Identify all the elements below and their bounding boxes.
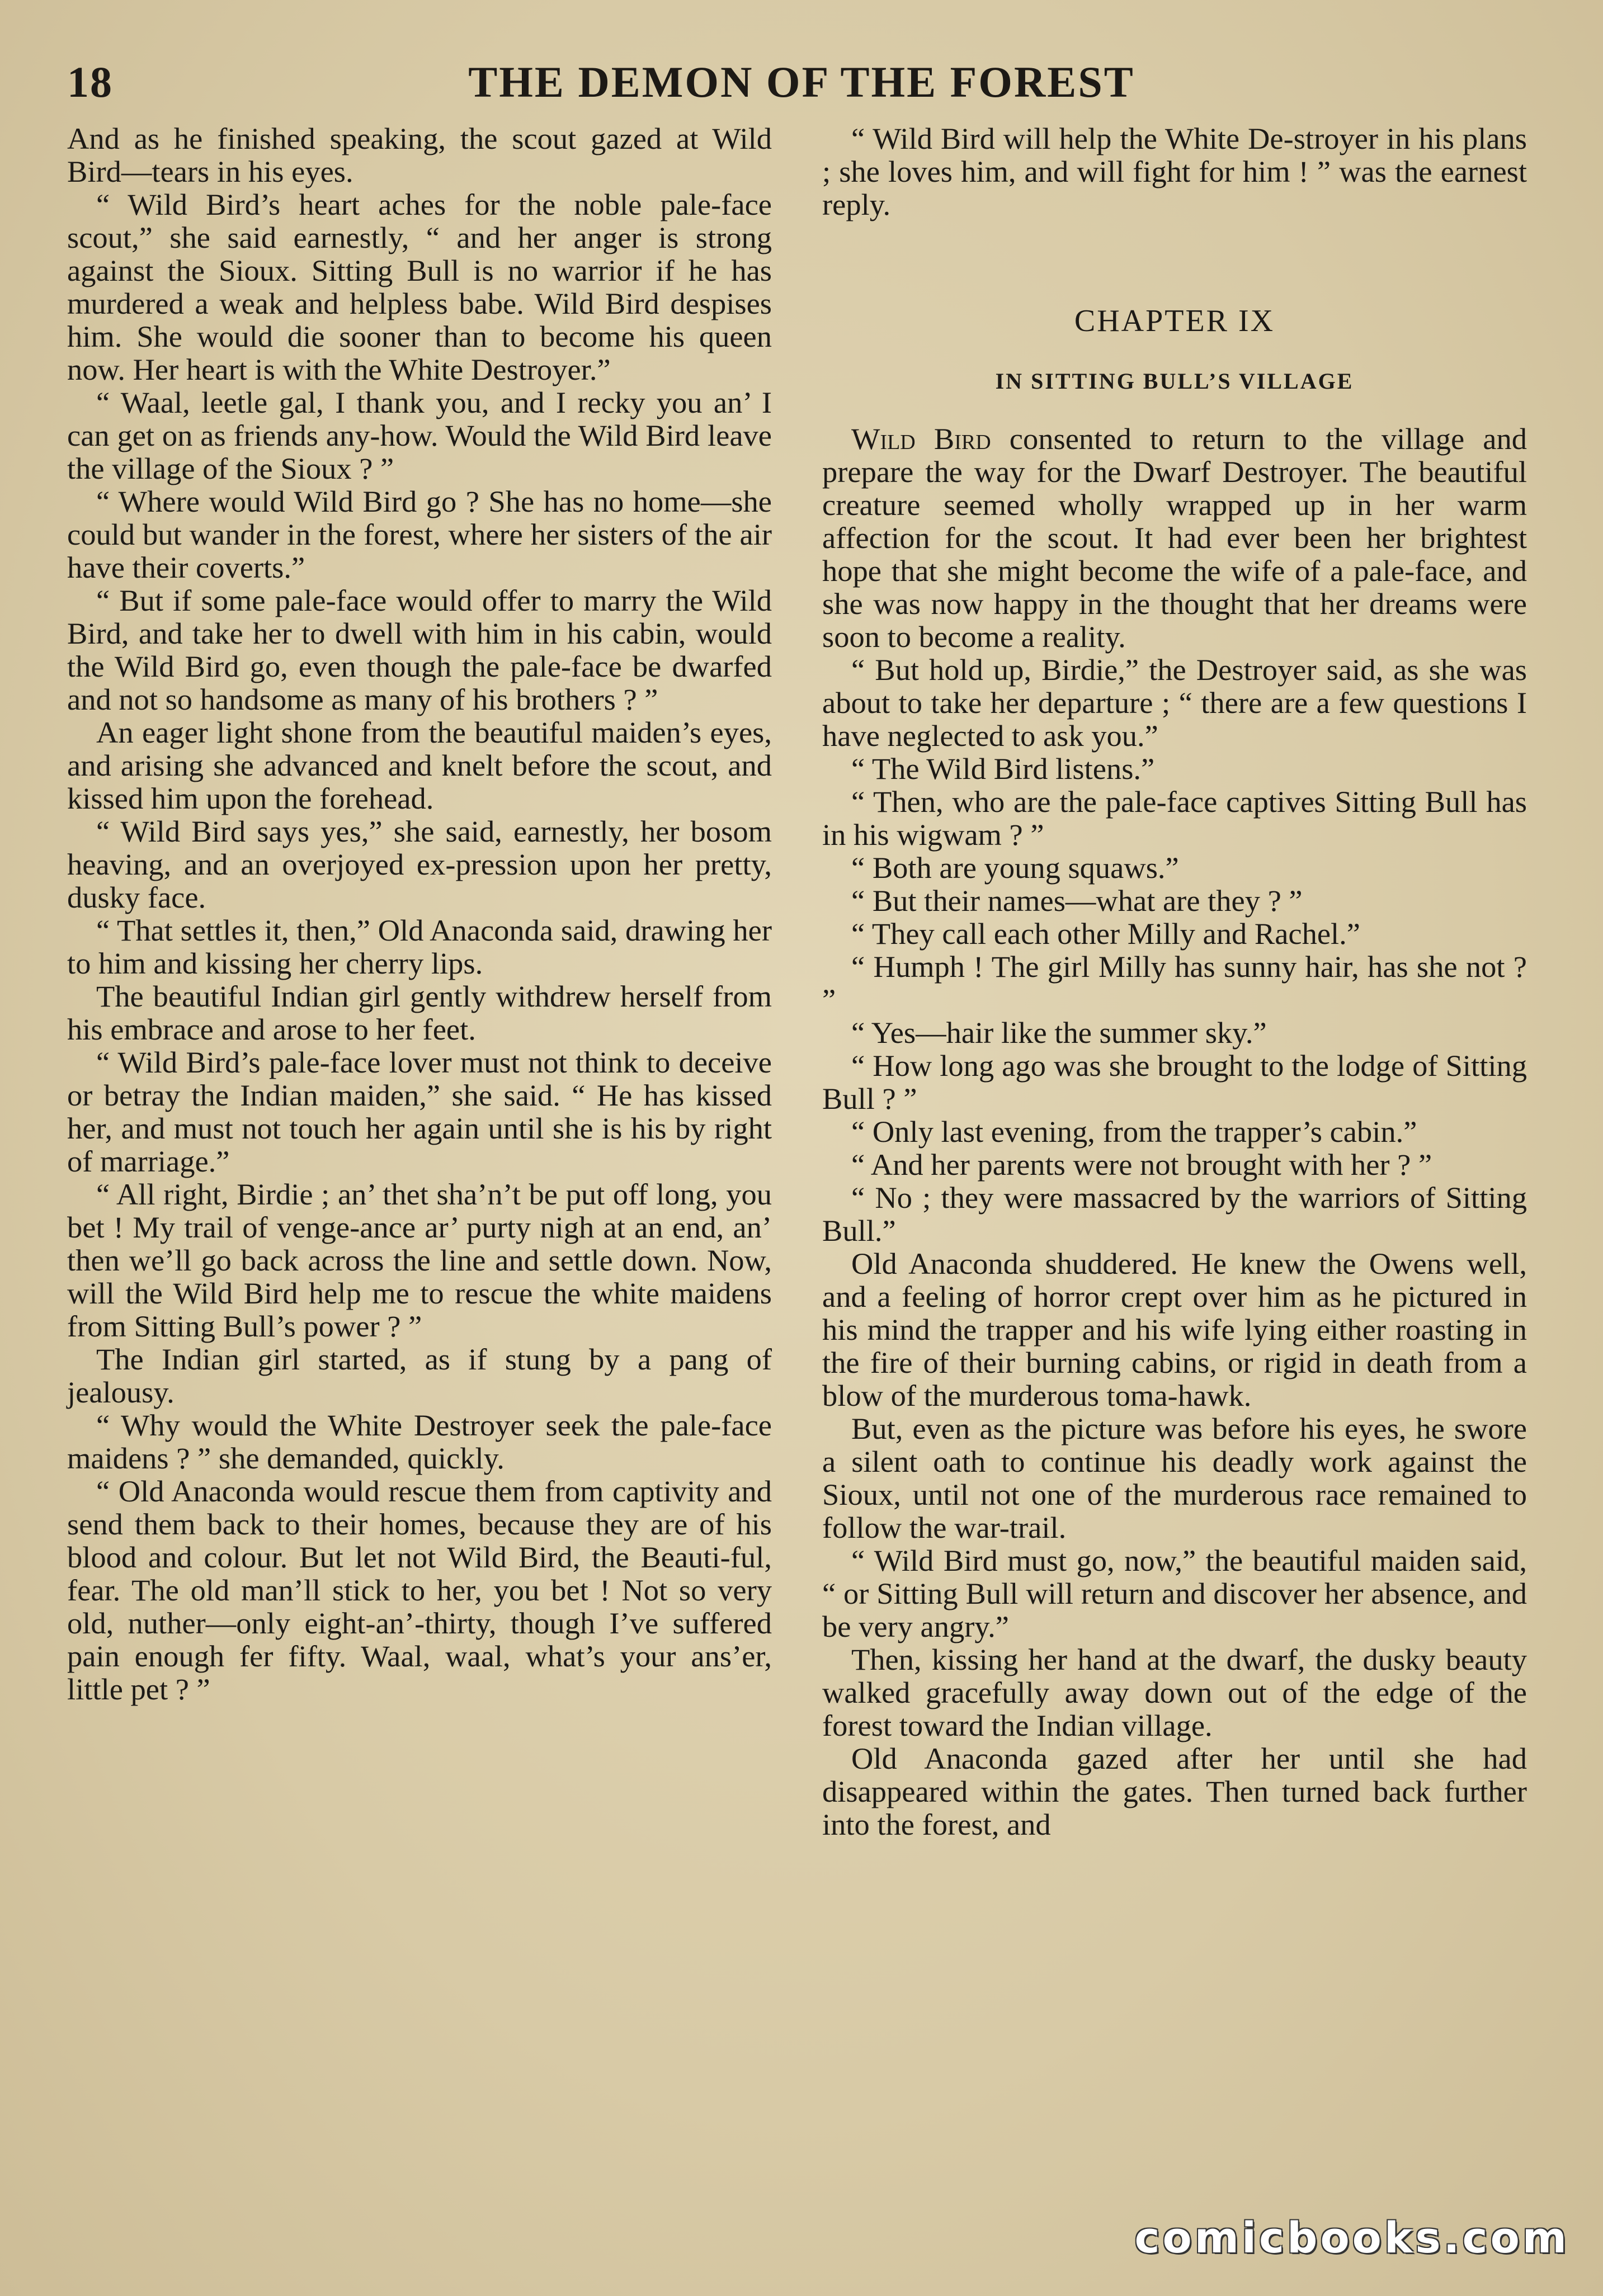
paragraph: But, even as the picture was before his eyes, he swore a silent oath to continue his deadly work against the Sioux, until not one of the murderous race remained to follow the war-trail. bbox=[822, 1411, 1527, 1544]
paragraph: Old Anaconda shuddered. He knew the Owens well, and a feeling of horror crept over him as he pictured in his mind the trapper and his wife lying either roasting in the fire of their burning cabins, or rigid in death from a blow of the murderous toma-hawk. bbox=[822, 1246, 1527, 1412]
paragraph: Old Anaconda gazed after her until she had disappeared within the gates. Then turned back further into the forest, and bbox=[822, 1741, 1527, 1841]
paragraph: “ Old Anaconda would rescue them from captivity and send them back to their homes, because they are of his blood and colour. But let not Wild Bird, the Beauti-ful, fear. The old man’ll stick to her, you bet ! Not so very old, nuther—only eight-an’-thirty, though I’ve suffered pain enough fer fifty. Waal, waal, what’s your ans’er, little pet ? ” bbox=[67, 1474, 772, 1706]
paragraph: “ Where would Wild Bird go ? She has no home—she could but wander in the forest, where her sisters of the air have their coverts.” bbox=[67, 484, 772, 584]
paragraph: Then, kissing her hand at the dwarf, the dusky beauty walked gracefully away down out of the edge of the forest toward the Indian village. bbox=[822, 1642, 1527, 1742]
paragraph: “ Waal, leetle gal, I thank you, and I recky you an’ I can get on as friends any-how. Would the Wild Bird leave the village of the Sioux ? ” bbox=[67, 385, 772, 485]
paragraph: “ Both are young squaws.” bbox=[851, 851, 1179, 885]
paragraph: “ How long ago was she brought to the lodge of Sitting Bull ? ” bbox=[822, 1048, 1527, 1116]
watermark: comicbooks.com bbox=[1134, 2213, 1569, 2262]
paragraph: “ All right, Birdie ; an’ thet sha’n’t be put off long, you bet ! My trail of venge-ance ar’ purty nigh at an end, an’ then we’ll go back across the line and settle down. Now, will the Wild Bird help me to rescue the white maidens from Sitting Bull’s power ? ” bbox=[67, 1177, 772, 1343]
paragraph: “ Humph ! The girl Milly has sunny hair, has she not ? ” bbox=[822, 949, 1527, 1017]
paragraph: “ Wild Bird’s heart aches for the noble pale-face scout,” she said earnestly, “ and her anger is strong against the Sioux. Sitting Bull is no warrior if he has murdered a weak and helpless babe. Wild Bird despises him. She would die sooner than to become his queen now. Her heart is with the White Destroyer.” bbox=[67, 187, 772, 386]
paragraph: “ Wild Bird will help the White De-stroyer in his plans ; she loves him, and will fight for him ! ” was the earnest reply. bbox=[822, 121, 1527, 221]
paragraph: “ The Wild Bird listens.” bbox=[851, 752, 1155, 786]
paragraph: “ And her parents were not brought with her ? ” bbox=[851, 1147, 1432, 1182]
left-column bbox=[67, 122, 772, 1706]
chapter-first-paragraph-text: consented to return to the village and prepare the way for the Dwarf Destroyer. The beautiful creature seemed wholly wrapped up in her warm affection for the scout. It had ever been her brightest hope that she might become the wife of a pale-face, and she was now happy in the thought that her dreams were soon to become a reality. bbox=[822, 422, 1527, 654]
paragraph: “ Then, who are the pale-face captives Sitting Bull has in his wigwam ? ” bbox=[822, 785, 1527, 852]
paragraph: “ Why would the White Destroyer seek the pale-face maidens ? ” she demanded, quickly. bbox=[67, 1408, 772, 1475]
chapter-subtitle: IN SITTING BULL’S VILLAGE bbox=[995, 369, 1354, 394]
paragraph: “ Wild Bird must go, now,” the beautiful maiden said, “ or Sitting Bull will return and discover her absence, and be very angry.” bbox=[822, 1543, 1527, 1643]
paragraph: “ No ; they were massacred by the warriors of Sitting Bull.” bbox=[822, 1180, 1527, 1248]
paragraph: And as he finished speaking, the scout gazed at Wild Bird—tears in his eyes. bbox=[67, 121, 772, 188]
page-number: 18 bbox=[67, 58, 113, 106]
paragraph: “ Yes—hair like the summer sky.” bbox=[851, 1015, 1267, 1050]
paragraph: “ That settles it, then,” Old Anaconda said, drawing her to him and kissing her cherry lips. bbox=[67, 913, 772, 980]
paragraph: An eager light shone from the beautiful maiden’s eyes, and arising she advanced and knelt before the scout, and kissed him upon the forehead. bbox=[67, 715, 772, 815]
paragraph: “ But hold up, Birdie,” the Destroyer said, as she was about to take her departure ; “ there are a few questions I have neglected to ask you.” bbox=[822, 653, 1527, 753]
paragraph: “ Wild Bird says yes,” she said, earnestly, her bosom heaving, and an overjoyed ex-pression upon her pretty, dusky face. bbox=[67, 814, 772, 914]
running-head bbox=[67, 51, 1536, 119]
right-column bbox=[822, 122, 1527, 1841]
chapter-first-words: Wild Bird bbox=[851, 422, 991, 456]
paragraph: “ They call each other Milly and Rachel.” bbox=[851, 916, 1360, 951]
chapter-opening-paragraph bbox=[822, 422, 1527, 653]
paragraph: “ Only last evening, from the trapper’s cabin.” bbox=[851, 1114, 1417, 1149]
paragraph: “ But if some pale-face would offer to marry the Wild Bird, and take her to dwell with him in his cabin, would the Wild Bird go, even though the pale-face be dwarfed and not so handsome as many of his brothers ? ” bbox=[67, 583, 772, 716]
book-title: THE DEMON OF THE FOREST bbox=[468, 58, 1135, 106]
chapter-heading: CHAPTER IX bbox=[1074, 304, 1275, 338]
paragraph: The Indian girl started, as if stung by a pang of jealousy. bbox=[67, 1342, 772, 1409]
paragraph: “ Wild Bird’s pale-face lover must not think to deceive or betray the Indian maiden,” she said. “ He has kissed her, and must not touch her again until she is his by right of marriage.” bbox=[67, 1045, 772, 1178]
paragraph: “ But their names—what are they ? ” bbox=[851, 884, 1303, 918]
paragraph: The beautiful Indian girl gently withdrew herself from his embrace and arose to her feet. bbox=[67, 979, 772, 1046]
